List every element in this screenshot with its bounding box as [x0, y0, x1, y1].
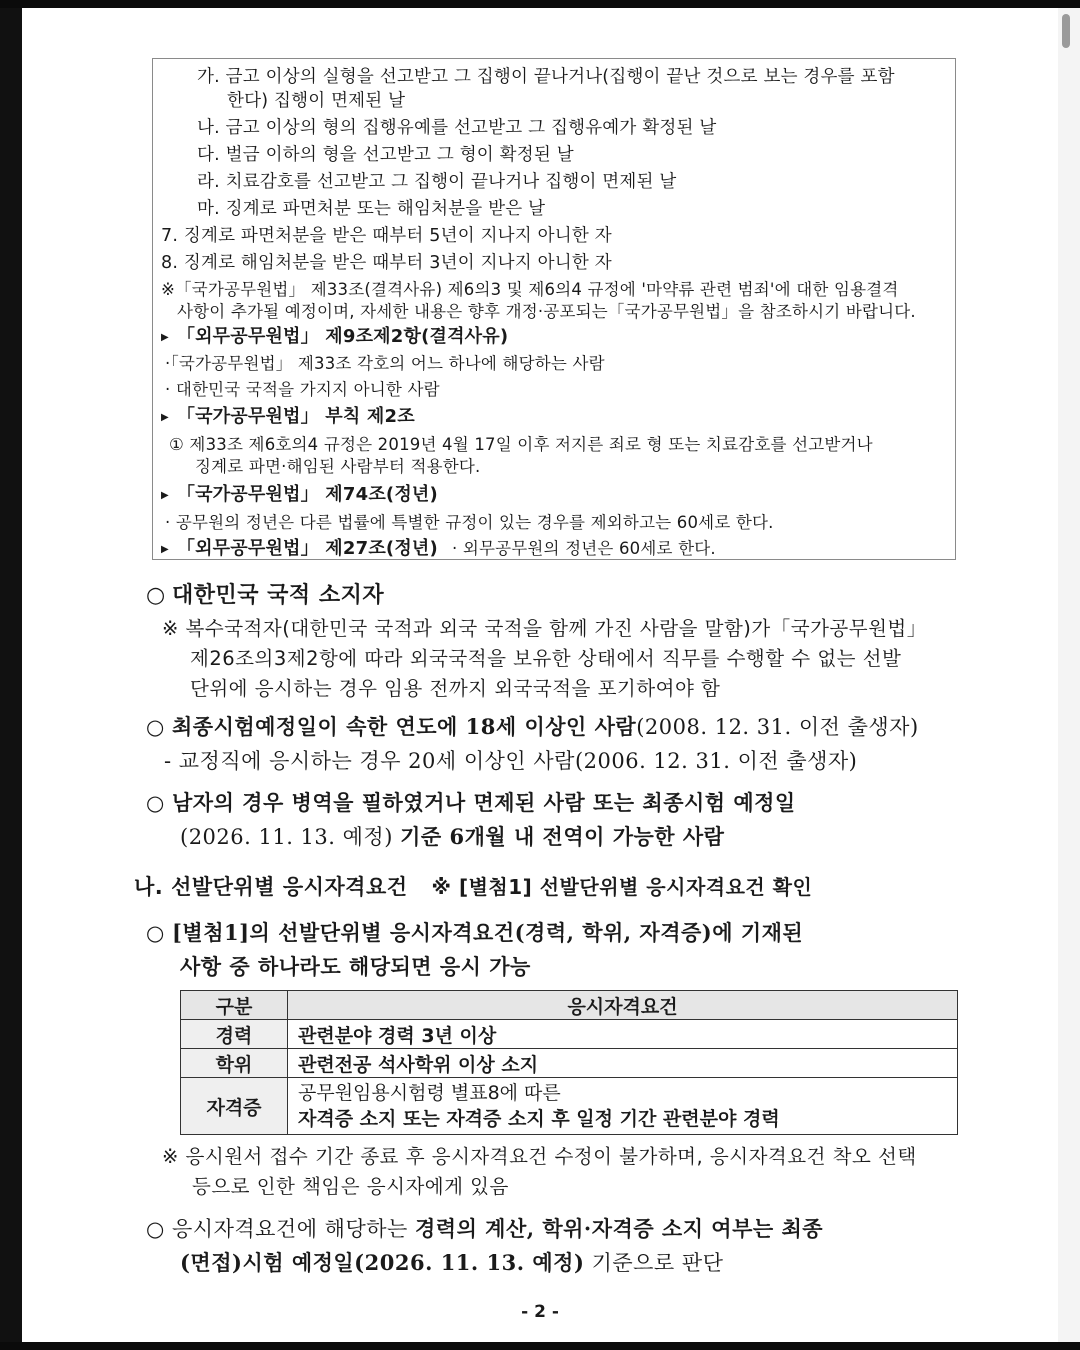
- judgement-paragraph: ○ 응시자격요건에 해당하는 경력의 계산, 학위·자격증 소지 여부는 최종: [146, 1216, 824, 1241]
- page-number: - 2 -: [521, 1302, 559, 1322]
- section-b-paragraph: 사항 중 하나라도 해당되면 응시 가능: [180, 954, 531, 979]
- military-requirement: (2026. 11. 13. 예정) 기준 6개월 내 전역이 가능한 사람: [180, 824, 725, 849]
- triangle-bullet-icon: ▶: [161, 490, 169, 501]
- scrollbar-track[interactable]: [1058, 8, 1080, 1342]
- law-heading: ▶ 「국가공무원법」 부칙 제2조: [161, 406, 415, 427]
- box-line: 나. 금고 이상의 형의 집행유예를 선고받고 그 집행유예가 확정된 날: [197, 118, 717, 138]
- section-b-paragraph: ○ [별첨1]의 선발단위별 응시자격요건(경력, 학위, 자격증)에 기재된: [146, 920, 804, 945]
- after-table-note: 등으로 인한 책임은 응시자에게 있음: [192, 1175, 509, 1198]
- law-heading: ▶ 「외무공무원법」 제27조(정년) · 외무공무원의 정년은 60세로 한다.: [161, 538, 716, 559]
- box-note: 사항이 추가될 예정이며, 자세한 내용은 향후 개정·공포되는「국가공무원법」을 참조하시기 바랍니다.: [177, 302, 916, 321]
- triangle-bullet-icon: ▶: [161, 332, 169, 343]
- triangle-bullet-icon: ▶: [161, 544, 169, 555]
- bottom-bar: [0, 1342, 1080, 1350]
- legal-reference-box: [152, 58, 956, 560]
- age-requirement: ○ 최종시험예정일이 속한 연도에 18세 이상인 사람(2008. 12. 31. 이전 출생자): [146, 714, 919, 739]
- military-requirement: ○ 남자의 경우 병역을 필하였거나 면제된 사람 또는 최종시험 예정일: [146, 790, 796, 815]
- law-heading: ▶ 「국가공무원법」 제74조(정년): [161, 484, 438, 505]
- triangle-bullet-icon: ▶: [161, 412, 169, 423]
- table-row: [181, 1049, 958, 1078]
- table-cell-requirement: [288, 1078, 958, 1135]
- nationality-note: 제26조의3제2항에 따라 외국국적을 보유한 상태에서 직무를 수행할 수 없는 선발: [190, 647, 902, 670]
- table-cell-category: 경력: [181, 1020, 288, 1049]
- table-header-cell: 구분: [181, 991, 288, 1020]
- box-line: 가. 금고 이상의 실형을 선고받고 그 집행이 끝나거나(집행이 끝난 것으로 보는 경우를 포함: [197, 67, 895, 87]
- box-line: 마. 징계로 파면처분 또는 해임처분을 받은 날: [197, 199, 546, 219]
- section-b-heading: 나. 선발단위별 응시자격요건 ※ [별첨1] 선발단위별 응시자격요건 확인: [134, 875, 813, 899]
- table-cell-requirement: 관련전공 석사학위 이상 소지: [288, 1049, 958, 1078]
- top-bar: [0, 0, 1080, 8]
- after-table-note: ※ 응시원서 접수 기간 종료 후 응시자격요건 수정이 불가하며, 응시자격요건 착오 선택: [162, 1145, 917, 1168]
- requirements-table: [180, 990, 958, 1135]
- box-line: ① 제33조 제6호의4 규정은 2019년 4월 17일 이후 저지른 죄로 형 또는 치료감호를 선고받거나: [169, 435, 873, 454]
- age-requirement-sub: - 교정직에 응시하는 경우 20세 이상인 사람(2006. 12. 31. 이전 출생자): [164, 749, 858, 773]
- table-cell-category: 자격증: [181, 1078, 288, 1135]
- nationality-note: ※ 복수국적자(대한민국 국적과 외국 국적을 함께 가진 사람을 말함)가「국가공무원법」: [162, 617, 927, 640]
- box-line: 8. 징계로 해임처분을 받은 때부터 3년이 지나지 아니한 자: [161, 253, 612, 273]
- judgement-paragraph: (면접)시험 예정일(2026. 11. 13. 예정) 기준으로 판단: [180, 1250, 724, 1275]
- table-row: [181, 1078, 958, 1135]
- law-heading: ▶ 「외무공무원법」 제9조제2항(결격사유): [161, 326, 509, 347]
- nationality-heading: ○ 대한민국 국적 소지자: [146, 582, 385, 608]
- box-note: ※「국가공무원법」 제33조(결격사유) 제6의3 및 제6의4 규정에 '마약류 관련 범죄'에 대한 임용결격: [161, 280, 899, 299]
- box-line: 다. 벌금 이하의 형을 선고받고 그 형이 확정된 날: [197, 145, 574, 165]
- table-header-row: [181, 991, 958, 1020]
- scrollbar-thumb[interactable]: [1062, 14, 1070, 48]
- box-line: ·「국가공무원법」 제33조 각호의 어느 하나에 해당하는 사람: [165, 354, 605, 373]
- table-row: [181, 1020, 958, 1049]
- nationality-note: 단위에 응시하는 경우 임용 전까지 외국국적을 포기하여야 함: [190, 677, 721, 700]
- box-line: 징계로 파면·해임된 사람부터 적용한다.: [195, 457, 481, 476]
- document-page: [22, 8, 1058, 1342]
- box-line: 한다) 집행이 면제된 날: [227, 91, 406, 111]
- box-line: 7. 징계로 파면처분을 받은 때부터 5년이 지나지 아니한 자: [161, 226, 612, 246]
- table-cell-line: 공무원임용시험령 별표8에 따른: [298, 1082, 561, 1104]
- box-line: · 공무원의 정년은 다른 법률에 특별한 규정이 있는 경우를 제외하고는 60세로 한다.: [165, 513, 774, 532]
- table-cell-line: 자격증 소지 또는 자격증 소지 후 일정 기간 관련분야 경력: [298, 1108, 780, 1130]
- box-line: · 대한민국 국적을 가지지 아니한 사람: [165, 380, 440, 399]
- table-cell-requirement: 관련분야 경력 3년 이상: [288, 1020, 958, 1049]
- table-header-cell: 응시자격요건: [288, 991, 958, 1020]
- box-line: 라. 치료감호를 선고받고 그 집행이 끝나거나 집행이 면제된 날: [197, 172, 677, 192]
- table-cell-category: 학위: [181, 1049, 288, 1078]
